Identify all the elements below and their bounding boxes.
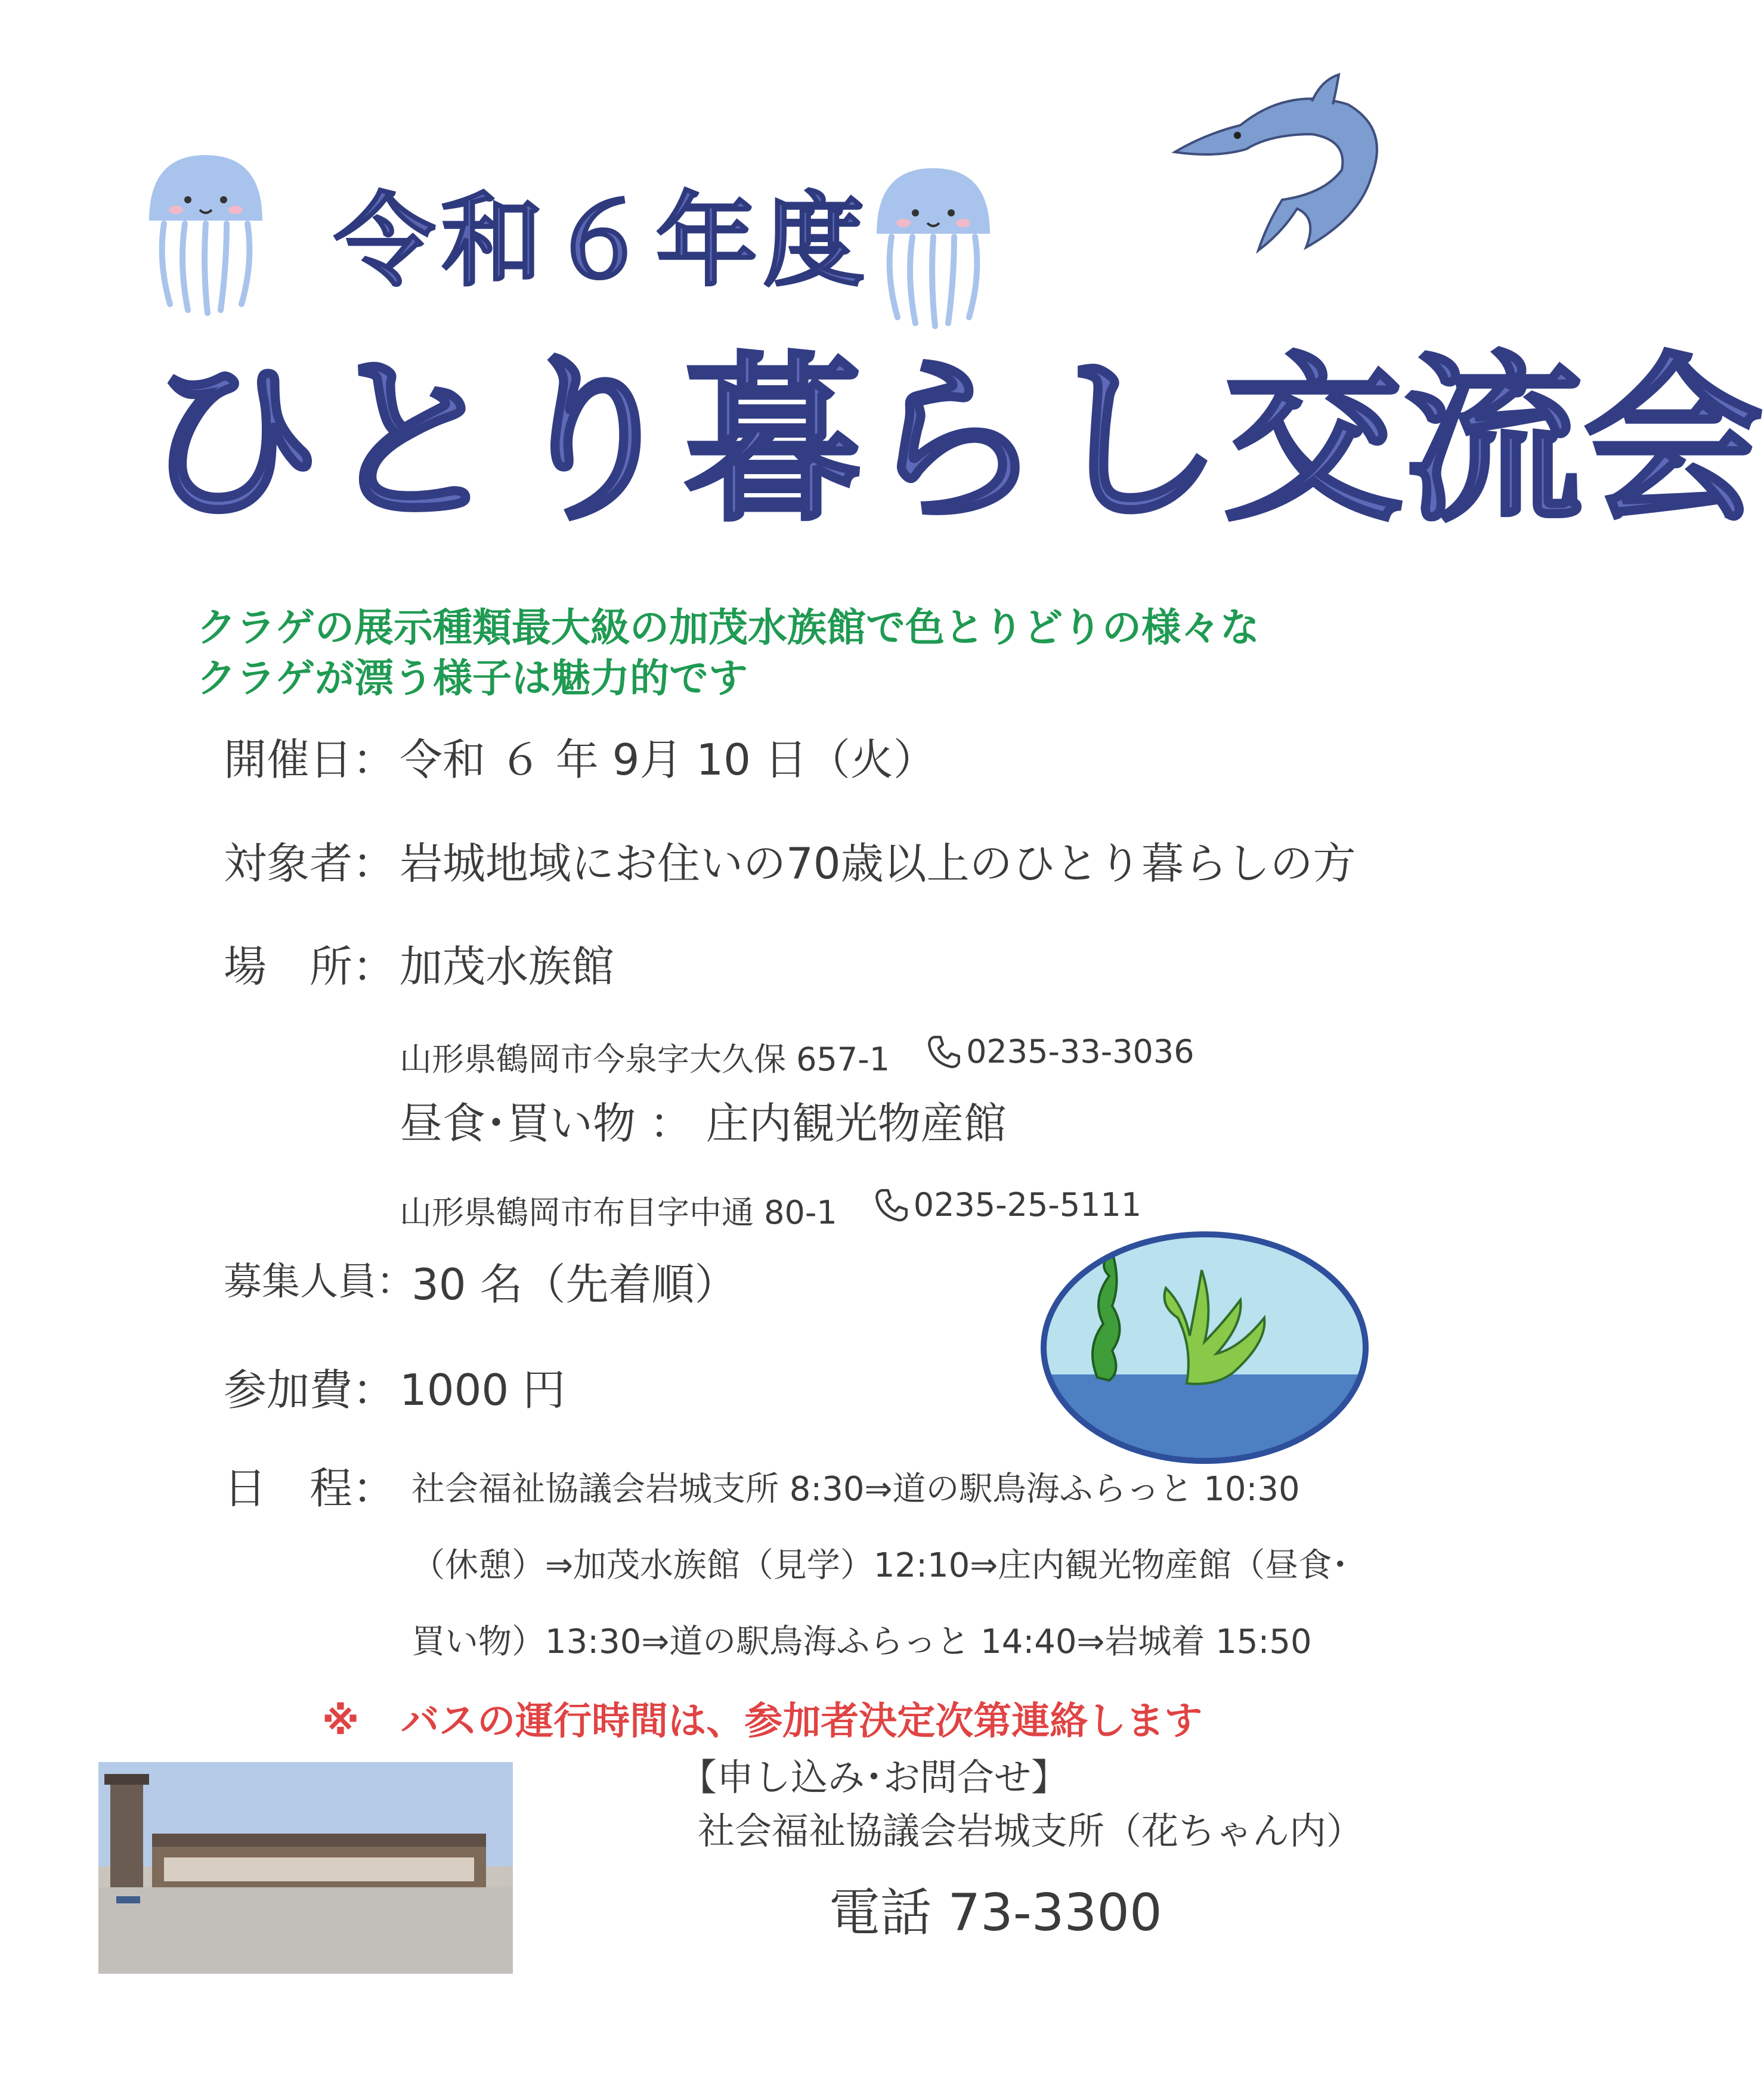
jellyfish-illustration — [865, 156, 1002, 329]
contact-heading: 【申し込み･お問合せ】 — [680, 1755, 1069, 1799]
seaweed-illustration — [1038, 1228, 1372, 1467]
bus-notice — [322, 1699, 1203, 1744]
place-label: 場 所： — [224, 942, 396, 992]
place-value: 加茂水族館 — [400, 942, 615, 992]
contact-phone: 電話 73-3300 — [829, 1883, 1162, 1943]
capacity-label: 募集人員： — [224, 1260, 414, 1304]
date-value: 令和 ６ 年 9月 10 日（火） — [400, 735, 936, 785]
notice-mark: ※ — [322, 1699, 360, 1744]
intro-line-2: クラゲが漂う様子は魅力的です — [197, 655, 748, 701]
schedule-label: 日 程： — [224, 1463, 396, 1513]
date-label: 開催日： — [224, 735, 396, 785]
lunch-phone-group — [873, 1187, 1142, 1224]
target-value: 岩城地域にお住いの70歳以上のひとり暮らしの方 — [400, 838, 1356, 888]
schedule-line-1: 社会福祉協議会岩城支所 8:30⇒道の駅鳥海ふらっと 10:30 — [411, 1470, 1300, 1509]
notice-text: バスの運行時間は、参加者決定次第連絡します — [401, 1699, 1203, 1744]
lunch-address: 山形県鶴岡市布目字中通 80-1 — [400, 1194, 837, 1231]
place-phone-group — [926, 1033, 1194, 1070]
place-address: 山形県鶴岡市今泉字大久保 657-1 — [400, 1041, 890, 1078]
target-label: 対象者： — [224, 838, 396, 888]
schedule-line-2: （休憩）⇒加茂水族館（見学）12:10⇒庄内観光物産館（昼食･ — [411, 1546, 1349, 1585]
fee-value: 1000 円 — [400, 1365, 566, 1415]
place-phone: 0235-33-3036 — [966, 1033, 1194, 1070]
fee-label: 参加費： — [224, 1365, 396, 1415]
intro-line-1: クラゲの展示種類最大級の加茂水族館で色とりどりの様々な — [197, 605, 1259, 651]
roadside-station-photo — [98, 1762, 513, 1974]
phone-icon — [873, 1187, 910, 1224]
year-title: 令和６年度 — [334, 182, 871, 301]
contact-organization: 社会福祉協議会岩城支所（花ちゃん内） — [698, 1809, 1364, 1853]
event-title: ひとり暮らし交流会 — [143, 337, 1764, 545]
lunch-phone: 0235-25-5111 — [913, 1186, 1142, 1224]
place-address-line — [400, 1033, 1194, 1076]
jellyfish-illustration — [137, 143, 274, 316]
lunch-address-line — [400, 1187, 1141, 1229]
lunch-shopping-value: 昼食･買い物 ： 庄内観光物産館 — [400, 1098, 1007, 1148]
phone-icon — [926, 1033, 963, 1070]
schedule-line-3: 買い物）13:30⇒道の駅鳥海ふらっと 14:40⇒岩城着 15:50 — [411, 1623, 1312, 1661]
dolphin-illustration — [1169, 69, 1395, 259]
capacity-value: 30 名（先着順） — [411, 1259, 738, 1309]
